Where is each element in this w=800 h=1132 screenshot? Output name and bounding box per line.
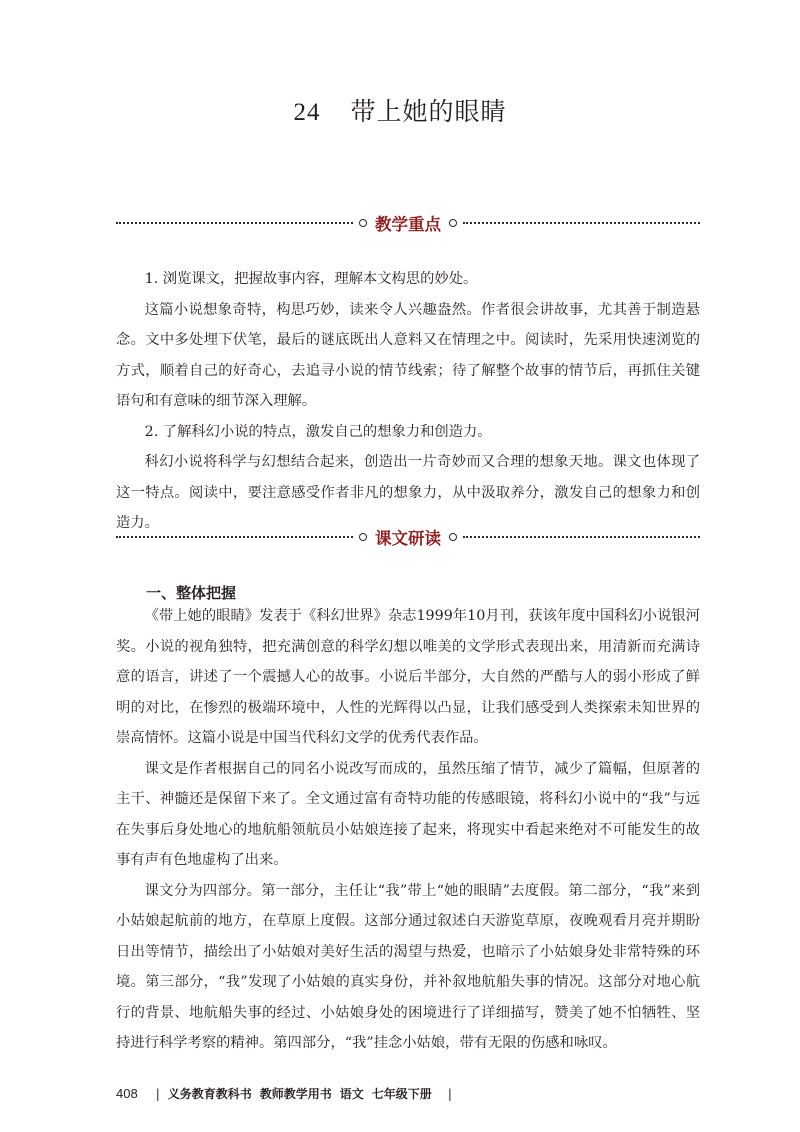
separator: |: [447, 1086, 452, 1101]
subject-name: 语文: [339, 1087, 364, 1101]
teaching-focus-body: [116, 264, 700, 539]
book-name: 教师教学用书: [259, 1087, 332, 1101]
separator: |: [155, 1086, 160, 1101]
grade-name: 七年级下册: [371, 1087, 432, 1101]
section-header-text-study: [116, 526, 700, 548]
dotted-rule: [463, 222, 700, 224]
section-label: 教学重点: [375, 215, 441, 234]
section-header-teaching-focus: [116, 212, 700, 234]
chapter-title: [0, 92, 800, 128]
subheading: 一、整体把握: [146, 584, 237, 602]
paragraph: 1. 浏览课文，把握故事内容，理解本文构思的妙处。: [144, 271, 478, 287]
series-name: 义务教育教科书: [167, 1087, 252, 1101]
circle-ornament-icon: [359, 533, 367, 541]
paragraph: 课文是作者根据自己的同名小说改写而成的，虽然压缩了情节，减少了篇幅，但原著的主干、神髓还是保留下来了。全文通过富有奇特功能的传感眼镜，将科幻小说中的“我”与远在失事后身处地心的地航船领航员小姑娘连接了起来，将现实中看起来绝对不可能发生的故事有声有色地虚构了出来。: [116, 760, 700, 868]
section-label: 课文研读: [375, 529, 441, 548]
paragraph: 2. 了解科幻小说的特点，激发自己的想象力和创造力。: [144, 423, 492, 440]
dotted-rule: [116, 222, 353, 224]
paragraph: 科幻小说将科学与幻想结合起来，创造出一片奇妙而又合理的想象天地。课文也体现了这一特点。阅读中，要注意感受作者非凡的想象力，从中汲取养分，激发自己的想象力和创造力。: [116, 454, 700, 531]
chapter-number: 24: [293, 99, 321, 126]
dotted-rule: [463, 536, 700, 538]
circle-ornament-icon: [449, 533, 457, 541]
paragraph: 这篇小说想象奇特，构思巧妙，读来令人兴趣盎然。作者很会讲故事，尤其善于制造悬念。文中多处埋下伏笔，最后的谜底既出人意料又在情理之中。阅读时，先采用快速浏览的方式，顺着自己的好奇心，去追寻小说的情节线索；待了解整个故事的情节后，再抓住关键语句和有意味的细节深入理解。: [116, 301, 700, 409]
page-footer: [116, 1085, 460, 1102]
page-number: 408: [116, 1086, 138, 1101]
circle-ornament-icon: [359, 219, 367, 227]
chapter-name: 带上她的眼睛: [350, 97, 507, 126]
paragraph: 课文分为四部分。第一部分，主任让“我”带上“她的眼睛”去度假。第二部分，“我”来到小姑娘起航前的地方，在草原上度假。这部分通过叙述白天游览草原，夜晚观看月亮并期盼日出等情节，描绘出了小姑娘对美好生活的渴望与热爱，也暗示了小姑娘身处非常特殊的环境。第三部分，“我”发现了小姑娘的真实身份，并补叙地航船失事的情况。这部分对地心航行的背景、地航船失事的经过、小姑娘身处的困境进行了详细描写，赞美了她不怕牺牲、坚持进行科学考察的精神。第四部分，“我”挂念小姑娘，带有无限的伤感和咏叹。: [116, 882, 700, 1051]
text-study-body: [116, 601, 700, 1059]
circle-ornament-icon: [449, 219, 457, 227]
paragraph: 《带上她的眼睛》发表于《科幻世界》杂志1999年10月刊，获该年度中国科幻小说银河奖。小说的视角独特，把充满创意的科学幻想以唯美的文学形式表现出来，用清新而充满诗意的语言，讲述了一个震撼人心的故事。小说后半部分，大自然的严酷与人的弱小形成了鲜明的对比，在惨烈的极端环境中，人性的光辉得以凸显，让我们感受到人类探索未知世界的崇高情怀。这篇小说是中国当代科幻文学的优秀代表作品。: [116, 608, 700, 746]
dotted-rule: [116, 536, 353, 538]
